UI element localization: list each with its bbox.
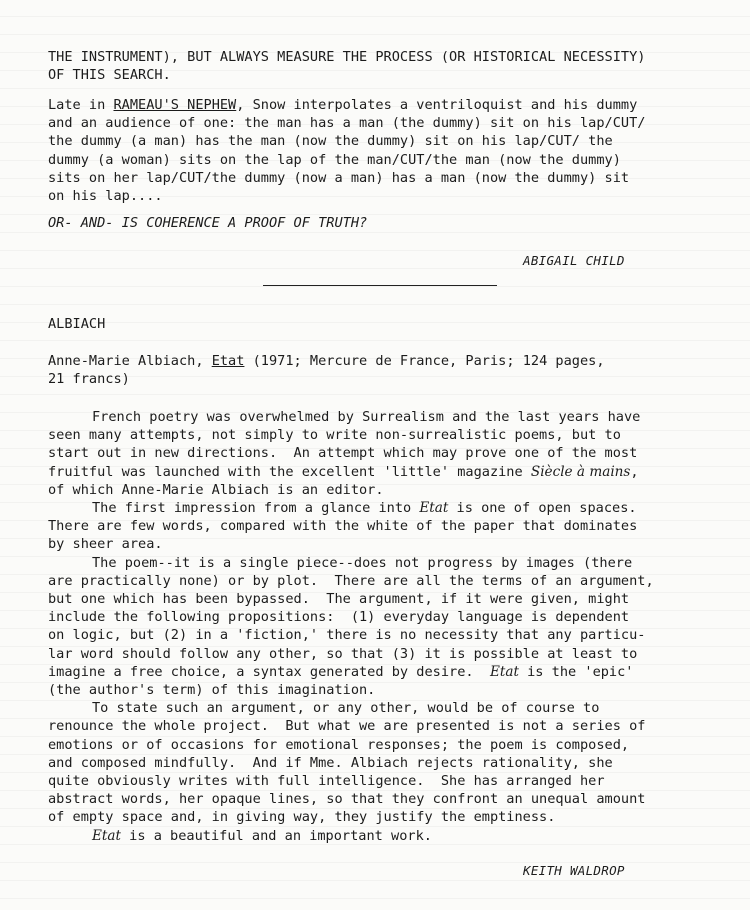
rameau-line: the dummy (a man) has the man (now the dummy) sit on his lap/CUT/ the xyxy=(48,133,613,150)
etat-title: Etat xyxy=(419,500,449,517)
etat-title: Etat xyxy=(92,827,121,844)
para2-line1-pre: The first impression from a glance into xyxy=(92,500,420,517)
question-line xyxy=(48,214,713,232)
para4-line: To state such an argument, or any other, would be of course to xyxy=(92,700,600,717)
intro-paragraph xyxy=(48,48,713,84)
para3-line xyxy=(48,663,713,681)
citation-line xyxy=(48,352,713,370)
para1-line4-post: , xyxy=(630,463,639,480)
para4-line: and composed mindfully. And if Mme. Albiach rejects rationality, she xyxy=(48,754,613,771)
para3-line: are practically none) or by plot. There are all the terms of an argument, xyxy=(48,572,654,589)
para1-line: seen many attempts, not simply to write non-surrealistic poems, but to xyxy=(48,427,621,444)
para4-line: quite obviously writes with full intelligence. She has arranged her xyxy=(48,773,605,790)
citation-author: Anne-Marie Albiach, xyxy=(48,353,212,369)
signature-abigail-child: ABIGAIL CHILD xyxy=(523,253,625,268)
rameau-line: on his lap.... xyxy=(48,188,163,205)
para4-line: abstract words, her opaque lines, so that they confront an unequal amount xyxy=(48,791,646,808)
question-text: OR- AND- IS COHERENCE A PROOF OF TRUTH? xyxy=(48,215,368,231)
rameau-line1-post: , Snow interpolates a ventriloquist and his dummy xyxy=(236,97,638,113)
section-title-text: ALBIACH xyxy=(48,316,106,332)
intro-line: OF THIS SEARCH. xyxy=(48,67,171,84)
para3-line: lar word should follow any other, so that (3) it is possible at least to xyxy=(48,645,638,662)
para3-line: The poem--it is a single piece--does not progress by images (there xyxy=(92,554,633,571)
rameau-line xyxy=(48,96,713,114)
rameau-line: sits on her lap/CUT/the dummy (now a man) has a man (now the dummy) sit xyxy=(48,169,630,186)
para3-line7-pre: imagine a free choice, a syntax generated by desire. xyxy=(48,663,490,680)
etat-title: Etat xyxy=(489,663,519,680)
intro-line: THE INSTRUMENT), BUT ALWAYS MEASURE THE PROCESS (OR HISTORICAL NECESSITY) xyxy=(48,49,646,65)
para2-line: There are few words, compared with the white of the paper that dominates xyxy=(48,518,638,535)
magazine-title: Siècle à mains xyxy=(530,463,631,480)
section-title xyxy=(48,315,713,333)
rameau-line1-pre: Late in xyxy=(48,97,114,113)
para5-text: is a beautiful and an important work. xyxy=(120,827,432,844)
para3-line: but one which has been bypassed. The argument, if it were given, might xyxy=(48,591,630,608)
para1-line: start out in new directions. An attempt which may prove one of the most xyxy=(48,445,638,462)
rameau-line: dummy (a woman) sits on the lap of the man/CUT/the man (now the dummy) xyxy=(48,151,621,168)
para1-line xyxy=(48,463,713,481)
review-body xyxy=(48,408,713,845)
para2-line: by sheer area. xyxy=(48,536,163,553)
para3-line: on logic, but (2) in a 'fiction,' there is no necessity that any particu- xyxy=(48,627,646,644)
rameau-line: and an audience of one: the man has a man (the dummy) sit on his lap/CUT/ xyxy=(48,115,646,132)
para4-line: renounce the whole project. But what we are presented is not a series of xyxy=(48,718,646,735)
para3-line7-post: is the 'epic' xyxy=(518,663,634,680)
para2-line1-post: is one of open spaces. xyxy=(448,500,637,517)
section-divider xyxy=(263,285,497,286)
para5-line xyxy=(48,827,713,845)
para4-line: emotions or of occasions for emotional responses; the poem is composed, xyxy=(48,736,630,753)
rameau-paragraph xyxy=(48,96,713,205)
citation-line: 21 francs) xyxy=(48,371,130,388)
para3-line: (the author's term) of this imagination. xyxy=(48,682,376,699)
signature-keith-waldrop: KEITH WALDROP xyxy=(523,863,625,878)
para1-line: of which Anne-Marie Albiach is an editor. xyxy=(48,481,384,498)
para1-line: French poetry was overwhelmed by Surrealism and the last years have xyxy=(92,409,641,425)
citation xyxy=(48,352,713,388)
rameau-title: RAMEAU'S NEPHEW xyxy=(113,97,237,113)
para4-line: of empty space and, in giving way, they justify the emptiness. xyxy=(48,809,556,826)
para1-line4-pre: fruitful was launched with the excellent 'little' magazine xyxy=(48,463,531,480)
para3-line: include the following propositions: (1) everyday language is dependent xyxy=(48,609,630,626)
citation-title: Etat xyxy=(211,353,245,369)
para2-line xyxy=(48,499,713,517)
citation-details: (1971; Mercure de France, Paris; 124 pages, xyxy=(244,353,605,369)
